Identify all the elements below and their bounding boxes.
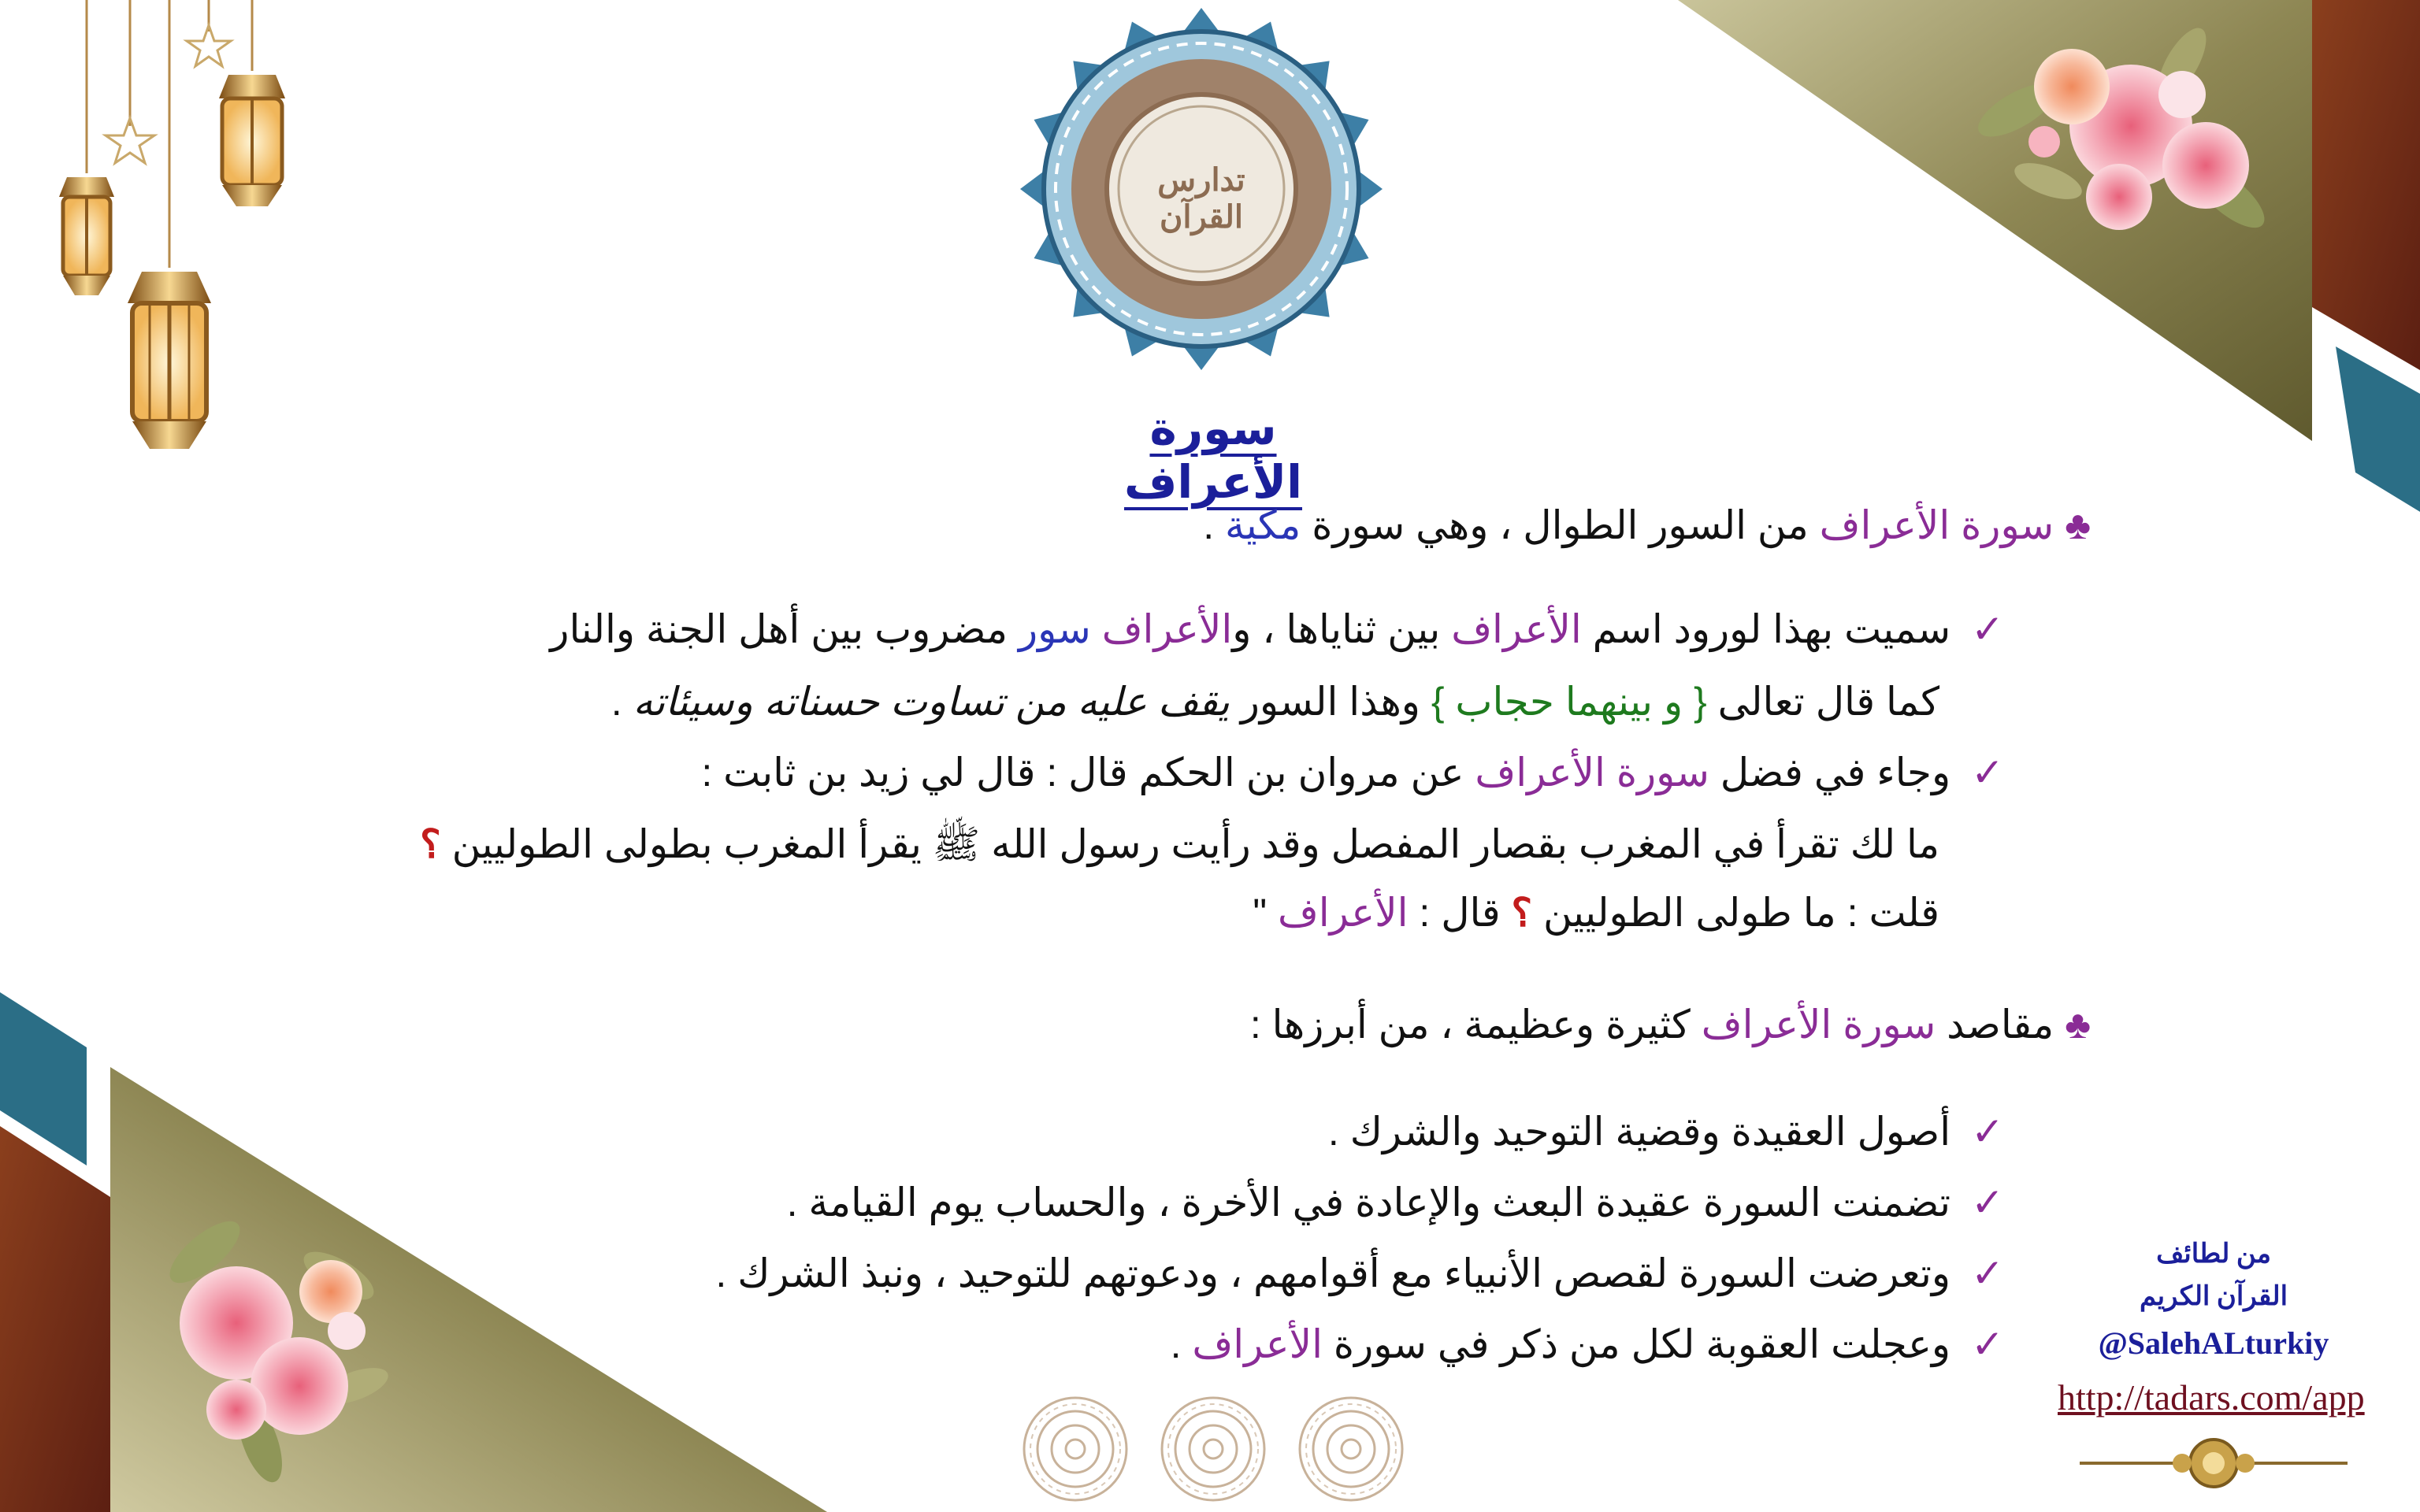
text-span: سميت بهذا لورود اسم bbox=[1581, 607, 1951, 651]
question-mark: ؟ bbox=[1511, 891, 1533, 935]
virtue-line-2 bbox=[420, 821, 1939, 877]
virtue-line-1 bbox=[701, 750, 2004, 795]
text-span: ما لك تقرأ في المغرب بقصار المفصل وقد رأيت رسول الله ﷺ يقرأ المغرب بطولى الطوليين bbox=[440, 822, 1939, 866]
text-span: كما قال تعالى bbox=[1706, 680, 1939, 724]
text-span: بين ثناياها ، و bbox=[1232, 607, 1452, 651]
intro-makkiyya: مكية bbox=[1225, 503, 1301, 547]
check-icon: ✓ bbox=[1971, 1110, 2004, 1154]
check-icon: ✓ bbox=[1971, 1180, 2004, 1225]
text-span: مقاصد bbox=[1936, 1002, 2054, 1047]
virtue-line-3 bbox=[1253, 890, 1939, 936]
text-span: وجاء في فضل bbox=[1709, 750, 1951, 795]
text-span: كثيرة وعظيمة ، من أبرزها : bbox=[1249, 1002, 1702, 1047]
highlight-span: سورة الأعراف bbox=[1701, 1002, 1936, 1047]
text-span bbox=[1091, 607, 1102, 651]
highlight-span: سورة الأعراف bbox=[1475, 750, 1709, 795]
highlight-span: سور bbox=[1018, 607, 1091, 651]
goal-text: . bbox=[1170, 1322, 1193, 1366]
club-bullet-icon: ♣ bbox=[2065, 1002, 2091, 1047]
goals-heading bbox=[1250, 1002, 2091, 1047]
text-span: عن مروان بن الحكم قال : قال لي زيد بن ثابت : bbox=[701, 750, 1475, 795]
text-span: قال : bbox=[1408, 891, 1512, 935]
goal-text: وتعرضت السورة لقصص الأنبياء مع أقوامهم ، ودعوتهم للتوحيد ، ونبذ الشرك . bbox=[715, 1251, 1951, 1295]
verse-span: { و بينهما حجاب } bbox=[1431, 680, 1707, 724]
credit-handle: @SalehALturkiy bbox=[2098, 1325, 2329, 1361]
intro-text: من السور الطوال ، وهي سورة bbox=[1301, 503, 1820, 547]
goal-item bbox=[787, 1180, 2004, 1225]
logo-text: تدارس القرآن bbox=[1157, 161, 1245, 235]
text-span: مضروب بين أهل الجنة والنار bbox=[550, 607, 1019, 651]
intro-surah-name: سورة الأعراف bbox=[1819, 503, 2054, 547]
goal-text: أصول العقيدة وقضية التوحيد والشرك . bbox=[1327, 1110, 1951, 1154]
intro-period: . bbox=[1203, 503, 1225, 547]
club-bullet-icon: ♣ bbox=[2065, 503, 2091, 547]
highlight-span: الأعراف bbox=[1451, 607, 1582, 651]
check-icon: ✓ bbox=[1971, 1251, 2004, 1295]
naming-line-1 bbox=[550, 606, 2004, 652]
page-title: سورة الأعراف bbox=[1123, 402, 1303, 509]
check-icon: ✓ bbox=[1971, 750, 2004, 795]
italic-span: يقف عليه من تساوت حسناته وسيئاته bbox=[633, 680, 1230, 724]
check-icon: ✓ bbox=[1971, 1322, 2004, 1366]
goal-text: وعجلت العقوبة لكل من ذكر في سورة bbox=[1322, 1322, 1951, 1366]
intro-line bbox=[1203, 502, 2091, 548]
goal-item bbox=[715, 1251, 2004, 1296]
highlight-span: الأعراف bbox=[1277, 891, 1409, 935]
text-span: قلت : ما طولى الطوليين bbox=[1532, 891, 1939, 935]
goal-text: تضمنت السورة عقيدة البعث والإعادة في الأخرة ، والحساب يوم القيامة . bbox=[786, 1180, 1951, 1225]
text-span: . bbox=[611, 680, 633, 724]
naming-line-2 bbox=[611, 679, 1939, 724]
highlight-span: الأعراف bbox=[1101, 607, 1233, 651]
text-span: " bbox=[1253, 891, 1278, 935]
check-icon: ✓ bbox=[1971, 607, 2004, 651]
tadars-link[interactable]: http://tadars.com/app bbox=[2058, 1377, 2365, 1418]
goal-item bbox=[1328, 1109, 2004, 1154]
goal-item bbox=[1171, 1321, 2004, 1367]
text-span: وهذا السور bbox=[1229, 680, 1431, 724]
credit-line-1: من لطائف bbox=[2156, 1240, 2271, 1269]
credit-line-2: القرآن الكريم bbox=[2139, 1282, 2288, 1311]
highlight-span: الأعراف bbox=[1192, 1322, 1323, 1366]
question-mark: ؟ bbox=[420, 822, 441, 866]
